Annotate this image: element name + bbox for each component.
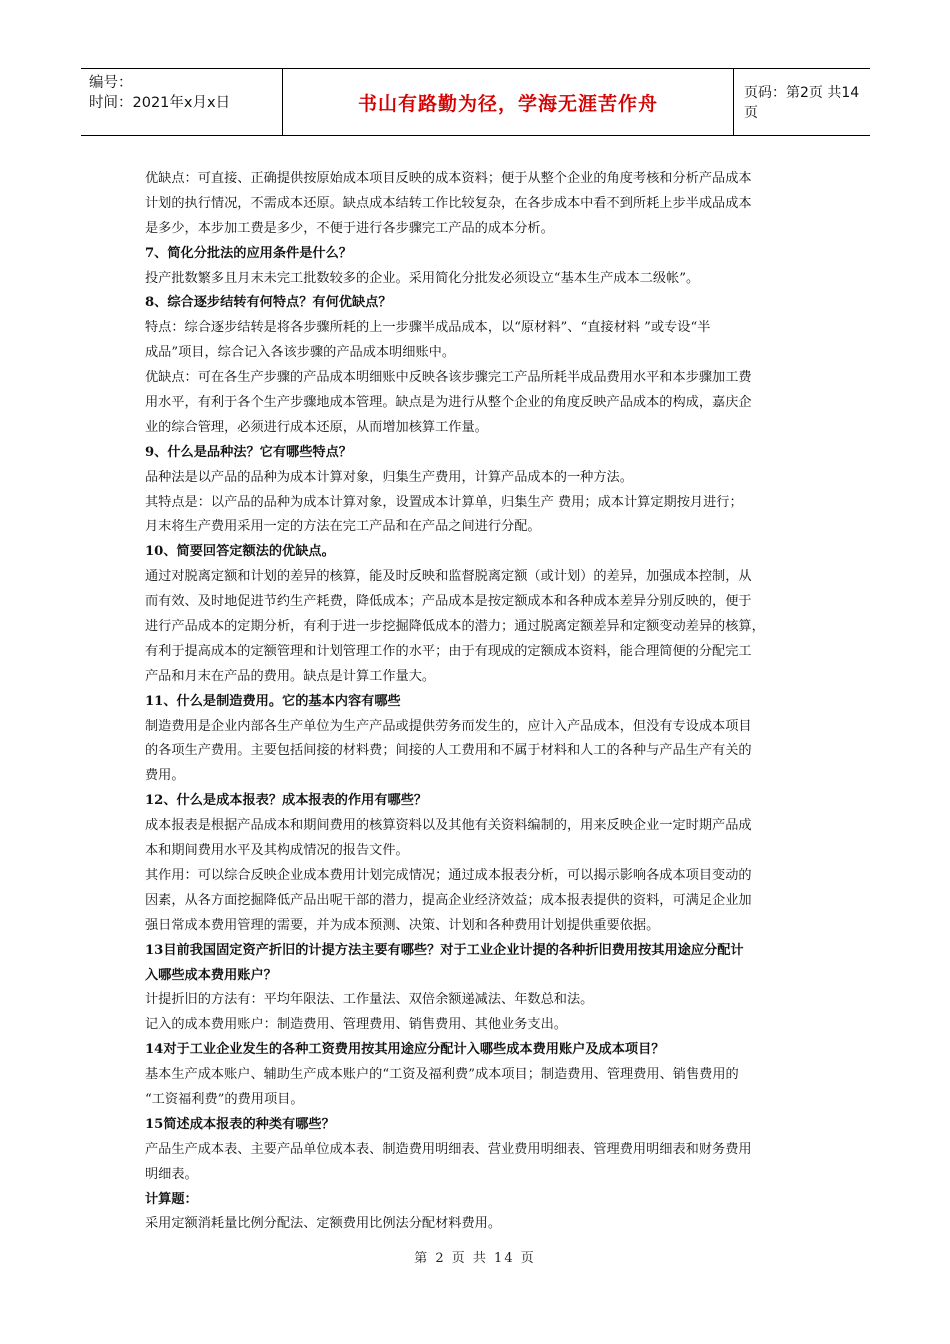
text-line: 的各项生产费用。主要包括间接的材料费；间接的人工费用和不属于材料和人工的各种与产品生产有关的 xyxy=(145,743,752,759)
question-line: 12、什么是成本报表？成本报表的作用有哪些？ xyxy=(145,793,428,809)
text-line: 用水平，有利于各个生产步骤地成本管理。缺点是为进行从整个企业的角度反映产品成本的构成，嘉庆企 xyxy=(145,395,752,411)
text-line: 进行产品成本的定期分析，有利于进一步挖掘降低成本的潜力；通过脱离定额差异和定额变动差异的核算， xyxy=(145,619,765,635)
text-line: 月末将生产费用采用一定的方法在完工产品和在产品之间进行分配。 xyxy=(145,519,541,535)
header-page-number: 页码：第2页 共14页 xyxy=(744,85,860,121)
text-line: 品种法是以产品的品种为成本计算对象，归集生产费用，计算产品成本的一种方法。 xyxy=(145,469,633,485)
question-line: 14对于工业企业发生的各种工资费用按其用途应分配计入哪些成本费用账户及成本项目？ xyxy=(145,1042,665,1058)
text-line: 采用定额消耗量比例分配法、定额费用比例法分配材料费用。 xyxy=(145,1216,502,1232)
text-line: 优缺点：可直接、正确提供按原始成本项目反映的成本资料；便于从整个企业的角度考核和分析产品成本 xyxy=(145,171,752,186)
question-line: 13目前我国固定资产折旧的计提方法主要有哪些？对于工业企业计提的各种折旧费用按其用途应分配计 xyxy=(145,942,744,958)
text-line: 其特点是：以产品的品种为成本计算对象，设置成本计算单，归集生产 费用；成本计算定期按月进行； xyxy=(145,494,743,510)
text-line: 制造费用是企业内部各生产单位为生产产品或提供劳务而发生的，应计入产品成本，但没有专设成本项目 xyxy=(145,718,752,734)
text-line: 投产批数繁多且月末未完工批数较多的企业。采用简化分批发必须设立“基本生产成本二级帐”。 xyxy=(145,270,700,286)
question-line: 8、综合逐步结转有何特点？有何优缺点？ xyxy=(145,295,392,311)
text-line: 因素，从各方面挖掘降低产品出呢干部的潜力，提高企业经济效益；成本报表提供的资料，可满足企业加 xyxy=(145,892,752,908)
text-line: 成品”项目，综合记入各该步骤的产品成本明细账中。 xyxy=(145,345,456,361)
text-line: 基本生产成本账户、辅助生产成本账户的“工资及福利费”成本项目；制造费用、管理费用、销售费用的 xyxy=(145,1067,739,1083)
document-date: 时间：2021年x月x日 xyxy=(89,95,231,111)
text-line: 产品生产成本表、主要产品单位成本表、制造费用明细表、营业费用明细表、管理费用明细表和财务费用 xyxy=(145,1141,752,1157)
text-line: 产品和月末在产品的费用。缺点是计算工作量大。 xyxy=(145,668,436,684)
header-motto: 书山有路勤为径，学海无涯苦作舟 xyxy=(357,92,658,115)
question-line: 7、简化分批法的应用条件是什么？ xyxy=(145,245,352,261)
question-line: 计算题： xyxy=(145,1191,198,1207)
page-footer: 第 2 页 共 14 页 xyxy=(414,1251,536,1266)
header-meta xyxy=(81,69,283,135)
text-line: 其作用：可以综合反映企业成本费用计划完成情况；通过成本报表分析，可以揭示影响各成本项目变动的 xyxy=(145,867,752,883)
text-line: 明细表。 xyxy=(145,1166,198,1182)
header-motto-cell xyxy=(283,69,734,135)
text-line: 计提折旧的方法有：平均年限法、工作量法、双倍余额递减法、年数总和法。 xyxy=(145,992,594,1008)
question-line: 11、什么是制造费用。它的基本内容有哪些 xyxy=(145,693,401,709)
text-line: 费用。 xyxy=(145,768,185,784)
text-line: 特点：综合逐步结转是将各步骤所耗的上一步骤半成品成本，以“原材料”、“直接材料 ”或专设“半 xyxy=(145,320,711,336)
text-line: 本和期间费用水平及其构成情况的报告文件。 xyxy=(145,843,409,859)
document-body xyxy=(145,167,813,1237)
text-line: 通过对脱离定额和计划的差异的核算，能及时反映和监督脱离定额（或计划）的差异，加强成本控制，从 xyxy=(145,569,752,585)
question-line: 入哪些成本费用账户？ xyxy=(145,967,277,983)
text-line: 是多少，本步加工费是多少，不便于进行各步骤完工产品的成本分析。 xyxy=(145,220,554,236)
text-line: 优缺点：可在各生产步骤的产品成本明细账中反映各该步骤完工产品所耗半成品费用水平和本步骤加工费 xyxy=(145,370,752,386)
text-line: 计划的执行情况，不需成本还原。缺点成本结转工作比较复杂，在各步成本中看不到所耗上步半成品成本 xyxy=(145,195,752,211)
document-number-label: 编号： xyxy=(89,75,133,91)
text-line: 而有效、及时地促进节约生产耗费，降低成本；产品成本是按定额成本和各种成本差异分别反映的，便于 xyxy=(145,594,752,610)
text-line: 有利于提高成本的定额管理和计划管理工作的水平；由于有现成的定额成本资料，能合理简便的分配完工 xyxy=(145,643,752,659)
question-line: 15简述成本报表的种类有哪些？ xyxy=(145,1116,335,1132)
question-line: 9、什么是品种法？它有哪些特点？ xyxy=(145,444,352,460)
question-line: 10、简要回答定额法的优缺点。 xyxy=(145,544,335,560)
text-line: “工资福利费”的费用项目。 xyxy=(145,1091,304,1107)
text-line: 成本报表是根据产品成本和期间费用的核算资料以及其他有关资料编制的，用来反映企业一定时期产品成 xyxy=(145,818,752,834)
text-line: 记入的成本费用账户：制造费用、管理费用、销售费用、其他业务支出。 xyxy=(145,1017,567,1033)
header-page-cell xyxy=(734,69,870,135)
text-line: 业的综合管理，必须进行成本还原，从而增加核算工作量。 xyxy=(145,419,488,435)
page-header xyxy=(81,68,870,136)
text-line: 强日常成本费用管理的需要，并为成本预测、决策、计划和各种费用计划提供重要依据。 xyxy=(145,917,660,933)
